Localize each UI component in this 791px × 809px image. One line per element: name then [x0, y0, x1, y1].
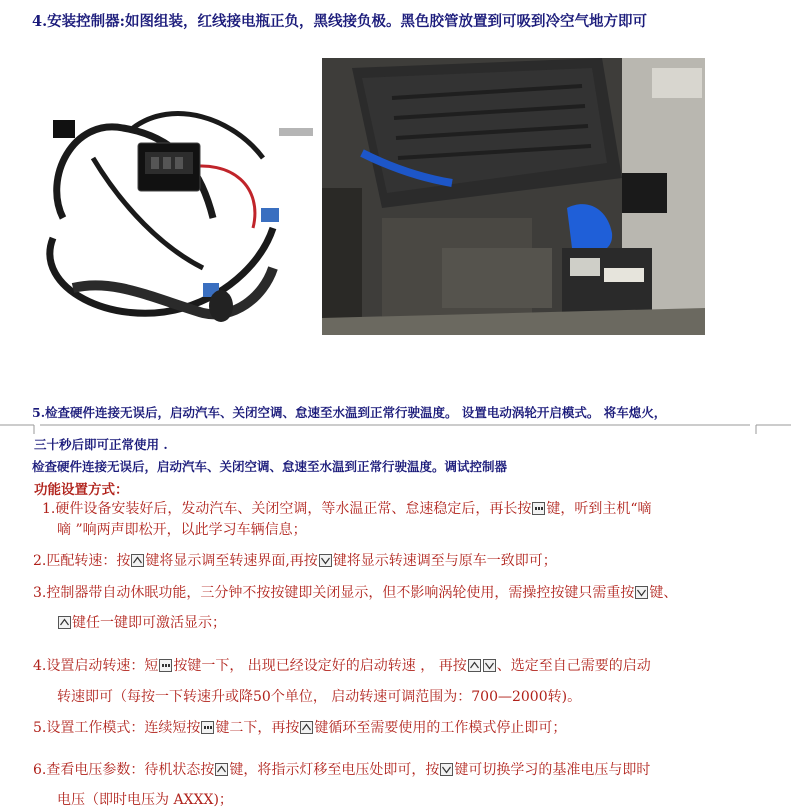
- page-break-divider: [0, 424, 791, 434]
- function-item-4-line2: 转速即可（每按一下转速升或降50个单位， 启动转速可调范围为：700—2000转)。: [57, 689, 582, 705]
- step5-line3: 检查硬件连接无误后，启动汽车、关闭空调、怠速至水温到正常行驶温度。调试控制器: [32, 459, 508, 474]
- function-item-3-line2: 键任一键即可激活显示；: [57, 612, 226, 632]
- down-key-icon: [483, 659, 496, 672]
- up-key-icon: [215, 763, 228, 776]
- function-settings-title: 功能设置方式：: [34, 482, 129, 498]
- up-key-icon: [131, 554, 144, 567]
- controller-harness-photo: [33, 58, 313, 336]
- function-item-6-line1: 6.查看电压参数：待机状态按 键，将指示灯移至电压处即可，按 键可切换学习的基准电压与即时: [33, 762, 651, 778]
- step5-line1: 5.检查硬件连接无误后，启动汽车、关闭空调、怠速至水温到正常行驶温度。 设置电动涡轮开启模式。 将车熄火，: [32, 405, 667, 420]
- down-key-icon: [440, 763, 453, 776]
- function-item-4-line1: 4.设置启动转速：短 按键一下， 出现已经设定好的启动转速 ， 再按 、选定至自己需要的启动: [33, 658, 651, 674]
- function-item-6-line2: 电压（即时电压为 AXXX)；: [57, 792, 233, 808]
- set-key-icon: [532, 502, 545, 515]
- step4-heading: 4.安装控制器:如图组装，红线接电瓶正负，黑线接负极。黑色胶管放置到可吸到冷空气地方即可: [32, 13, 647, 30]
- function-item-1-line2: 嘀 ”响两声即松开，以此学习车辆信息；: [57, 522, 307, 538]
- up-key-icon: [58, 616, 71, 629]
- up-key-icon: [468, 659, 481, 672]
- function-item-2: 2.匹配转速：按 键将显示调至转速界面,再按 键将显示转速调至与原车一致即可；: [33, 553, 557, 569]
- step5-line2: 三十秒后即可正常使用 .: [34, 437, 168, 452]
- down-key-icon: [319, 554, 332, 567]
- function-item-5: 5.设置工作模式：连续短按 键二下，再按 键循环至需要使用的工作模式停止即可；: [33, 720, 567, 736]
- engine-bay-photo: [322, 58, 705, 335]
- function-item-3-line1: 3.控制器带自动休眠功能，三分钟不按按键即关闭显示，但不影响涡轮使用，需操控按键只需重按 键、: [33, 585, 678, 601]
- down-key-icon: [635, 586, 648, 599]
- function-item-1-line1: 1.硬件设备安装好后，发动汽车、关闭空调，等水温正常、怠速稳定后，再长按 键，听到主机“嘀: [42, 501, 652, 517]
- up-key-icon: [300, 721, 313, 734]
- set-key-icon: [159, 659, 172, 672]
- set-key-icon: [201, 721, 214, 734]
